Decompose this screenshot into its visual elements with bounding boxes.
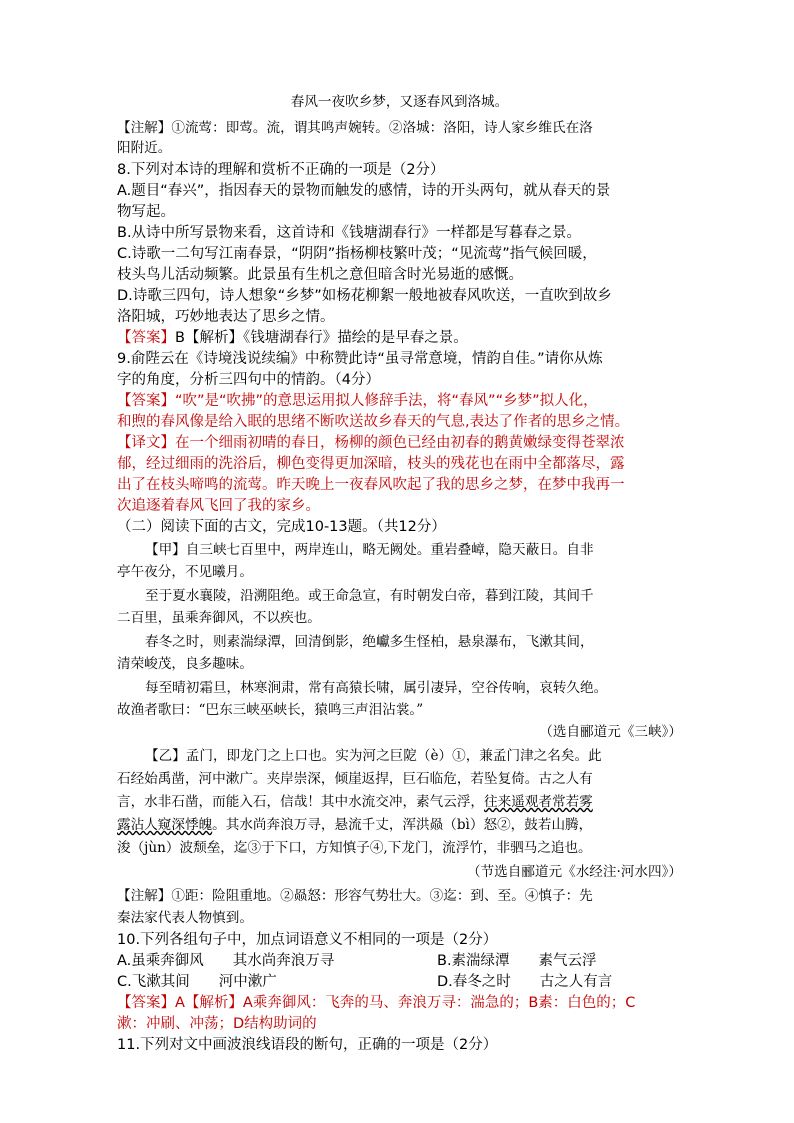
- passage-jia: 故渔者歌曰：“巴东三峡巫峡长，猿鸣三声泪沾裳。”: [117, 702, 424, 718]
- question-11: 11.下列对文中画波浪线语段的断句，正确的一项是（2分）: [117, 1037, 498, 1053]
- passage-yi: [117, 815, 592, 835]
- passage-jia: 清荣峻茂，良多趣味。: [117, 656, 253, 672]
- note-line: 秦法家代表人物慎到。: [117, 910, 253, 926]
- section-heading: （二）阅读下面的古文，完成10-13题。（共12分）: [117, 519, 446, 535]
- option-b: B.素湍绿潭 素气云浮: [437, 953, 597, 969]
- source-citation: （节选自郦道元《水经注·河水四》）: [466, 864, 682, 880]
- option-b: B.从诗中所写景物来看，这首诗和《钱塘湖春行》一样都是写暮春之景。: [117, 225, 582, 241]
- answer-9: 【答案】“吹”是“吹拂”的意思运用拟人修辞手法，将“春风”“乡梦”拟人化，: [117, 393, 598, 409]
- passage-jia: 【甲】自三峡七百里中，两岸连山，略无阙处。重岩叠嶂，隐天蔽日。自非: [145, 542, 594, 558]
- passage-jia: 春冬之时，则素湍绿潭，回清倒影，绝巘多生怪柏，悬泉瀑布，飞漱其间，: [145, 634, 594, 650]
- translation-line: 郁，经过细雨的洗浴后，柳色变得更加深暗，枝头的残花也在雨中全都落尽，露: [117, 456, 625, 472]
- question-9-cont: 字的角度，分析三四句中的情韵。（4分）: [117, 372, 380, 388]
- translation-line: 【译文】在一个细雨初晴的春日，杨柳的颜色已经由初春的鹅黄嫩绿变得苍翠浓: [117, 435, 625, 451]
- translation-line: 次追逐着春风飞回了我的家乡。: [117, 498, 320, 514]
- passage-yi: 【乙】孟门，即龙门之上口也。实为河之巨阸（è）①，兼孟门津之名矣。此: [145, 748, 602, 764]
- option-d: D.春冬之时 古之人有言: [437, 974, 613, 990]
- note-line: 【注解】①流莺：即莺。流，谓其鸣声婉转。②洛城：洛阳，诗人家乡维氏在洛: [117, 120, 593, 136]
- passage-text: 言，水非石凿，而能入石，信哉！其中水流交冲，素气云浮，: [117, 794, 485, 810]
- option-d: D.诗歌三四句，诗人想象“乡梦”如杨花柳絮一般地被春风吹送，一直吹到故乡: [117, 288, 612, 304]
- passage-jia: 每至晴初霜旦，林寒涧肃，常有高猿长啸，属引凄异，空谷传响，哀转久绝。: [145, 680, 608, 696]
- option-d-cont: 洛阳城，巧妙地表达了思乡之情。: [117, 309, 335, 325]
- passage-yi: [117, 792, 593, 812]
- note-line: 【注解】①距：险阻重地。②赑怒：形容气势壮大。③迄：到、至。④慎子：先: [117, 888, 593, 904]
- passage-jia: 亭午夜分，不见曦月。: [117, 564, 253, 580]
- passage-jia: 二百里，虽乘奔御风，不以疾也。: [117, 610, 321, 626]
- answer-text: B【解析】《钱塘湖春行》描绘的是早春之景。: [175, 330, 468, 346]
- passage-text: 。其水尚奔浪万寻，悬流千丈，浑洪赑（bì）怒②，鼓若山腾，: [212, 817, 593, 833]
- question-10: 10.下列各组句子中，加点词语意义不相同的一项是（2分）: [117, 932, 498, 948]
- note-line: 阳附近。: [117, 140, 172, 156]
- option-c: C.诗歌一二句写江南春景，“阴阴”指杨柳枝繁叶茂；“见流莺”指气候回暖，: [117, 246, 597, 262]
- question-8: 8.下列对本诗的理解和赏析不正确的一项是（2分）: [117, 162, 445, 178]
- question-9: 9.俞陛云在《诗境浅说续编》中称赞此诗“虽寻常意境，情韵自佳。”请你从炼: [117, 351, 603, 367]
- option-a-cont: 物写起。: [117, 204, 175, 220]
- passage-jia: 至于夏水襄陵，沿溯阻绝。或王命急宣，有时朝发白帝，暮到江陵，其间千: [145, 588, 594, 604]
- answer-10: 【答案】A【解析】A乘奔御风：飞奔的马、奔浪万寻：湍急的；B素：白色的；C: [117, 995, 636, 1011]
- wavy-underlined-text: 露沾人窥深悸魄: [117, 817, 213, 833]
- passage-yi: 石经始禹凿，河中漱广。夹岸崇深，倾崖返捍，巨石临危，若坠复倚。古之人有: [117, 771, 593, 787]
- wavy-underlined-text: 往来遥观者常若雾: [484, 794, 593, 810]
- translation-line: 出了在枝头啼鸣的流莺。昨天晚上一夜春风吹起了我的思乡之梦，在梦中我再一: [117, 477, 625, 493]
- answer-10-cont: 漱：冲刷、冲荡；D结构助词的: [117, 1016, 317, 1032]
- answer-8: [117, 328, 468, 348]
- option-c: C.飞漱其间 河中漱广: [117, 974, 277, 990]
- source-citation: （选自郦道元《三峡》）: [539, 724, 682, 740]
- passage-yi: 浚（jùn）波颓垒，迄③于下口，方知慎子④,下龙门，流浮竹，非驷马之追也。: [117, 840, 592, 856]
- answer-9-cont: 和煦的春风像是给入眠的思绪不断吹送故乡春天的气息,表达了作者的思乡之情。: [117, 414, 630, 430]
- option-a: A.虽乘奔御风 其水尚奔浪万寻: [117, 953, 335, 969]
- option-c-cont: 枝头鸟儿活动频繁。此景虽有生机之意但暗含时光易逝的感慨。: [117, 267, 523, 283]
- answer-tag: 【答案】: [117, 330, 175, 346]
- option-a: A.题目“春兴”，指因春天的景物而触发的感情，诗的开头两句，就从春天的景: [117, 183, 611, 199]
- poem-line: 春风一夜吹乡梦，又逐春风到洛城。: [290, 94, 509, 110]
